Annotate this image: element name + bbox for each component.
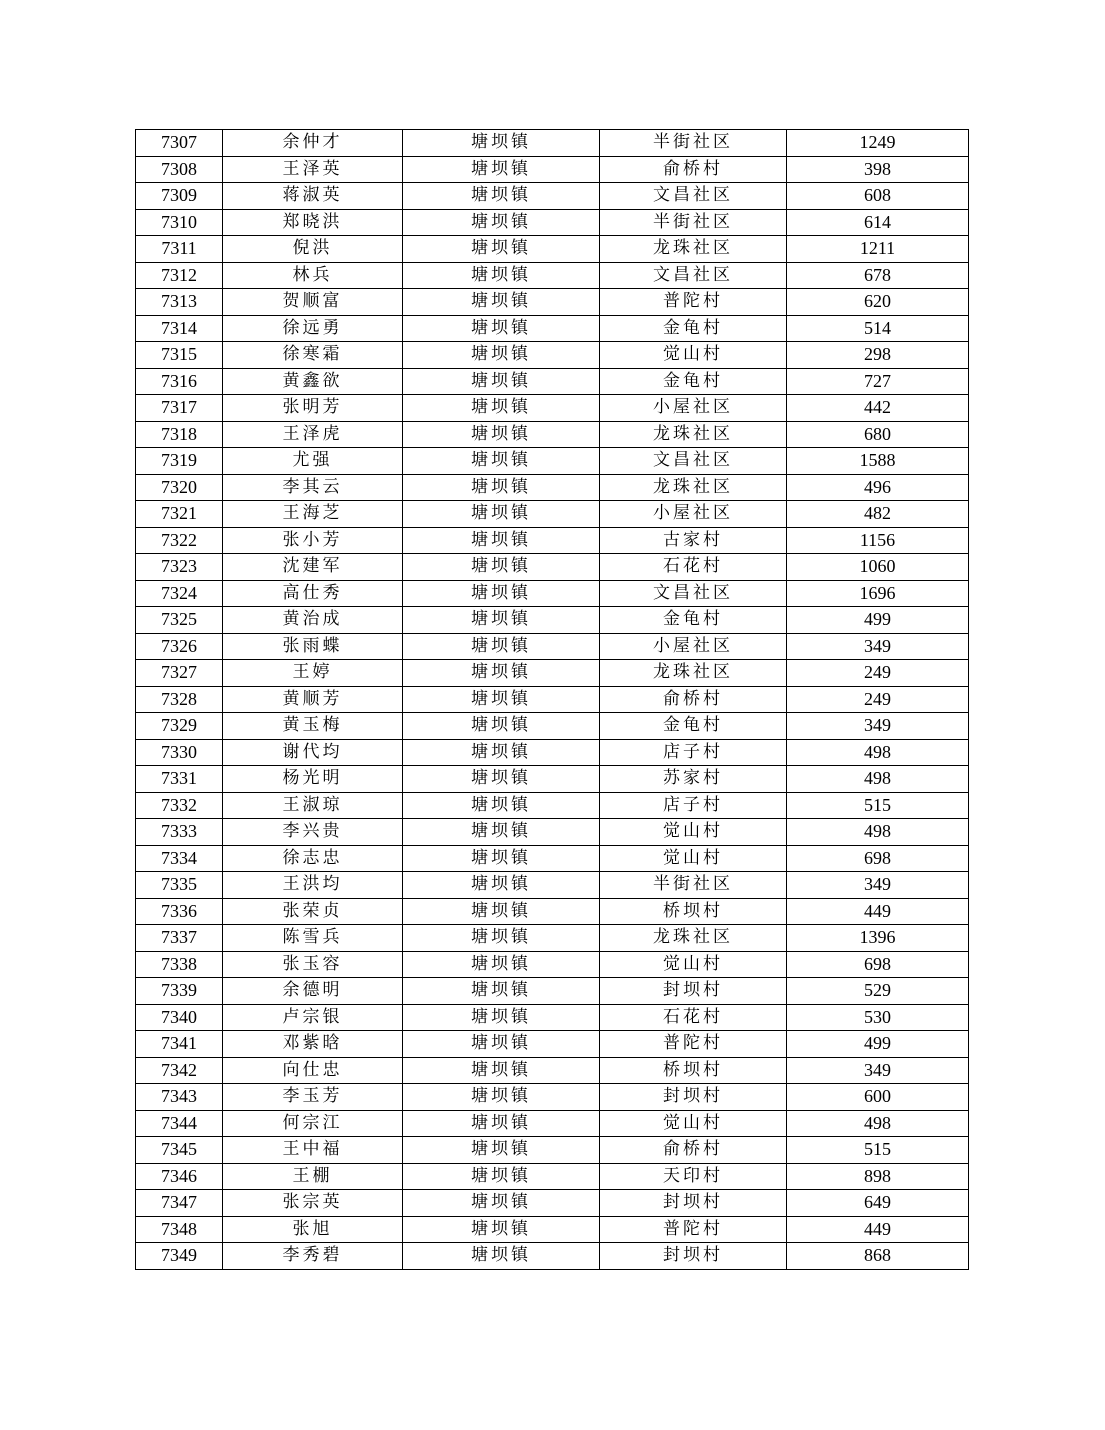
- town-cell: 塘坝镇: [403, 1243, 600, 1270]
- village-cell: 苏家村: [600, 766, 787, 793]
- table-row: [136, 1031, 969, 1058]
- amount-cell: 349: [787, 872, 969, 899]
- village-cell: 封坝村: [600, 1084, 787, 1111]
- serial-number-cell: 7318: [136, 421, 223, 448]
- town-cell: 塘坝镇: [403, 1216, 600, 1243]
- town-cell: 塘坝镇: [403, 448, 600, 475]
- name-cell: 邓紫晗: [223, 1031, 403, 1058]
- amount-cell: 482: [787, 501, 969, 528]
- town-cell: 塘坝镇: [403, 925, 600, 952]
- village-cell: 封坝村: [600, 978, 787, 1005]
- village-cell: 俞桥村: [600, 1137, 787, 1164]
- amount-cell: 620: [787, 289, 969, 316]
- name-cell: 高仕秀: [223, 580, 403, 607]
- name-cell: 向仕忠: [223, 1057, 403, 1084]
- village-cell: 半街社区: [600, 209, 787, 236]
- village-cell: 觉山村: [600, 819, 787, 846]
- town-cell: 塘坝镇: [403, 1057, 600, 1084]
- serial-number-cell: 7317: [136, 395, 223, 422]
- serial-number-cell: 7335: [136, 872, 223, 899]
- amount-cell: 515: [787, 1137, 969, 1164]
- village-cell: 封坝村: [600, 1243, 787, 1270]
- name-cell: 张明芳: [223, 395, 403, 422]
- table-row: [136, 766, 969, 793]
- town-cell: 塘坝镇: [403, 315, 600, 342]
- village-cell: 龙珠社区: [600, 925, 787, 952]
- table-row: [136, 262, 969, 289]
- table-row: [136, 872, 969, 899]
- table-row: [136, 792, 969, 819]
- serial-number-cell: 7324: [136, 580, 223, 607]
- amount-cell: 442: [787, 395, 969, 422]
- table-row: [136, 607, 969, 634]
- serial-number-cell: 7330: [136, 739, 223, 766]
- table-row: [136, 1084, 969, 1111]
- village-cell: 石花村: [600, 1004, 787, 1031]
- village-cell: 天印村: [600, 1163, 787, 1190]
- town-cell: 塘坝镇: [403, 395, 600, 422]
- amount-cell: 498: [787, 766, 969, 793]
- town-cell: 塘坝镇: [403, 792, 600, 819]
- town-cell: 塘坝镇: [403, 819, 600, 846]
- serial-number-cell: 7308: [136, 156, 223, 183]
- town-cell: 塘坝镇: [403, 501, 600, 528]
- town-cell: 塘坝镇: [403, 130, 600, 157]
- table-row: [136, 845, 969, 872]
- village-cell: 店子村: [600, 739, 787, 766]
- amount-cell: 498: [787, 1110, 969, 1137]
- table-row: [136, 130, 969, 157]
- serial-number-cell: 7344: [136, 1110, 223, 1137]
- serial-number-cell: 7341: [136, 1031, 223, 1058]
- town-cell: 塘坝镇: [403, 156, 600, 183]
- name-cell: 黄顺芳: [223, 686, 403, 713]
- amount-cell: 680: [787, 421, 969, 448]
- name-cell: 余德明: [223, 978, 403, 1005]
- table-row: [136, 1057, 969, 1084]
- town-cell: 塘坝镇: [403, 368, 600, 395]
- town-cell: 塘坝镇: [403, 262, 600, 289]
- amount-cell: 868: [787, 1243, 969, 1270]
- serial-number-cell: 7310: [136, 209, 223, 236]
- village-cell: 金龟村: [600, 607, 787, 634]
- serial-number-cell: 7311: [136, 236, 223, 263]
- village-cell: 桥坝村: [600, 898, 787, 925]
- table-row: [136, 156, 969, 183]
- serial-number-cell: 7342: [136, 1057, 223, 1084]
- town-cell: 塘坝镇: [403, 951, 600, 978]
- serial-number-cell: 7320: [136, 474, 223, 501]
- serial-number-cell: 7336: [136, 898, 223, 925]
- name-cell: 陈雪兵: [223, 925, 403, 952]
- serial-number-cell: 7312: [136, 262, 223, 289]
- serial-number-cell: 7334: [136, 845, 223, 872]
- table-row: [136, 660, 969, 687]
- village-cell: 封坝村: [600, 1190, 787, 1217]
- village-cell: 小屋社区: [600, 633, 787, 660]
- table-row: [136, 1216, 969, 1243]
- table-row: [136, 633, 969, 660]
- amount-cell: 614: [787, 209, 969, 236]
- roster-body: [136, 130, 969, 1270]
- name-cell: 尤强: [223, 448, 403, 475]
- amount-cell: 514: [787, 315, 969, 342]
- village-cell: 觉山村: [600, 951, 787, 978]
- amount-cell: 727: [787, 368, 969, 395]
- village-cell: 普陀村: [600, 1031, 787, 1058]
- table-row: [136, 1004, 969, 1031]
- serial-number-cell: 7322: [136, 527, 223, 554]
- name-cell: 张小芳: [223, 527, 403, 554]
- table-row: [136, 580, 969, 607]
- amount-cell: 1211: [787, 236, 969, 263]
- name-cell: 黄治成: [223, 607, 403, 634]
- serial-number-cell: 7323: [136, 554, 223, 581]
- name-cell: 倪洪: [223, 236, 403, 263]
- amount-cell: 1156: [787, 527, 969, 554]
- table-row: [136, 713, 969, 740]
- table-row: [136, 1243, 969, 1270]
- serial-number-cell: 7347: [136, 1190, 223, 1217]
- serial-number-cell: 7343: [136, 1084, 223, 1111]
- amount-cell: 1696: [787, 580, 969, 607]
- amount-cell: 678: [787, 262, 969, 289]
- table-row: [136, 315, 969, 342]
- name-cell: 黄玉梅: [223, 713, 403, 740]
- serial-number-cell: 7332: [136, 792, 223, 819]
- table-row: [136, 368, 969, 395]
- village-cell: 桥坝村: [600, 1057, 787, 1084]
- name-cell: 贺顺富: [223, 289, 403, 316]
- table-row: [136, 978, 969, 1005]
- name-cell: 林兵: [223, 262, 403, 289]
- amount-cell: 349: [787, 633, 969, 660]
- serial-number-cell: 7339: [136, 978, 223, 1005]
- serial-number-cell: 7319: [136, 448, 223, 475]
- name-cell: 王泽英: [223, 156, 403, 183]
- amount-cell: 498: [787, 819, 969, 846]
- name-cell: 张玉容: [223, 951, 403, 978]
- village-cell: 文昌社区: [600, 448, 787, 475]
- table-row: [136, 527, 969, 554]
- table-row: [136, 925, 969, 952]
- serial-number-cell: 7338: [136, 951, 223, 978]
- town-cell: 塘坝镇: [403, 1084, 600, 1111]
- name-cell: 何宗江: [223, 1110, 403, 1137]
- town-cell: 塘坝镇: [403, 1190, 600, 1217]
- village-cell: 半街社区: [600, 130, 787, 157]
- serial-number-cell: 7328: [136, 686, 223, 713]
- village-cell: 觉山村: [600, 845, 787, 872]
- village-cell: 龙珠社区: [600, 236, 787, 263]
- village-cell: 龙珠社区: [600, 421, 787, 448]
- amount-cell: 449: [787, 1216, 969, 1243]
- table-row: [136, 1190, 969, 1217]
- table-row: [136, 554, 969, 581]
- name-cell: 张雨蝶: [223, 633, 403, 660]
- table-row: [136, 1110, 969, 1137]
- amount-cell: 499: [787, 607, 969, 634]
- name-cell: 王洪均: [223, 872, 403, 899]
- name-cell: 李兴贵: [223, 819, 403, 846]
- amount-cell: 530: [787, 1004, 969, 1031]
- table-row: [136, 448, 969, 475]
- serial-number-cell: 7307: [136, 130, 223, 157]
- town-cell: 塘坝镇: [403, 978, 600, 1005]
- table-row: [136, 395, 969, 422]
- table-row: [136, 739, 969, 766]
- town-cell: 塘坝镇: [403, 527, 600, 554]
- town-cell: 塘坝镇: [403, 421, 600, 448]
- name-cell: 李其云: [223, 474, 403, 501]
- serial-number-cell: 7337: [136, 925, 223, 952]
- town-cell: 塘坝镇: [403, 1110, 600, 1137]
- amount-cell: 496: [787, 474, 969, 501]
- name-cell: 王海芝: [223, 501, 403, 528]
- village-cell: 文昌社区: [600, 262, 787, 289]
- table-row: [136, 183, 969, 210]
- table-row: [136, 898, 969, 925]
- name-cell: 余仲才: [223, 130, 403, 157]
- amount-cell: 608: [787, 183, 969, 210]
- village-cell: 普陀村: [600, 289, 787, 316]
- name-cell: 王淑琼: [223, 792, 403, 819]
- village-cell: 文昌社区: [600, 580, 787, 607]
- town-cell: 塘坝镇: [403, 898, 600, 925]
- name-cell: 徐远勇: [223, 315, 403, 342]
- town-cell: 塘坝镇: [403, 236, 600, 263]
- village-cell: 古家村: [600, 527, 787, 554]
- serial-number-cell: 7327: [136, 660, 223, 687]
- name-cell: 卢宗银: [223, 1004, 403, 1031]
- village-cell: 龙珠社区: [600, 474, 787, 501]
- roster-table: [135, 129, 969, 1270]
- name-cell: 王婷: [223, 660, 403, 687]
- name-cell: 王中福: [223, 1137, 403, 1164]
- village-cell: 石花村: [600, 554, 787, 581]
- table-row: [136, 209, 969, 236]
- serial-number-cell: 7333: [136, 819, 223, 846]
- amount-cell: 349: [787, 1057, 969, 1084]
- name-cell: 杨光明: [223, 766, 403, 793]
- table-row: [136, 236, 969, 263]
- serial-number-cell: 7316: [136, 368, 223, 395]
- amount-cell: 1396: [787, 925, 969, 952]
- name-cell: 谢代均: [223, 739, 403, 766]
- amount-cell: 499: [787, 1031, 969, 1058]
- amount-cell: 498: [787, 739, 969, 766]
- amount-cell: 698: [787, 845, 969, 872]
- amount-cell: 1588: [787, 448, 969, 475]
- amount-cell: 1249: [787, 130, 969, 157]
- serial-number-cell: 7314: [136, 315, 223, 342]
- table-row: [136, 289, 969, 316]
- amount-cell: 249: [787, 686, 969, 713]
- name-cell: 张宗英: [223, 1190, 403, 1217]
- name-cell: 黄鑫欲: [223, 368, 403, 395]
- village-cell: 觉山村: [600, 1110, 787, 1137]
- amount-cell: 449: [787, 898, 969, 925]
- town-cell: 塘坝镇: [403, 1004, 600, 1031]
- village-cell: 觉山村: [600, 342, 787, 369]
- village-cell: 小屋社区: [600, 501, 787, 528]
- town-cell: 塘坝镇: [403, 342, 600, 369]
- village-cell: 俞桥村: [600, 686, 787, 713]
- amount-cell: 649: [787, 1190, 969, 1217]
- village-cell: 金龟村: [600, 713, 787, 740]
- town-cell: 塘坝镇: [403, 660, 600, 687]
- town-cell: 塘坝镇: [403, 686, 600, 713]
- village-cell: 金龟村: [600, 368, 787, 395]
- table-row: [136, 1137, 969, 1164]
- town-cell: 塘坝镇: [403, 580, 600, 607]
- table-row: [136, 501, 969, 528]
- town-cell: 塘坝镇: [403, 209, 600, 236]
- serial-number-cell: 7329: [136, 713, 223, 740]
- name-cell: 郑晓洪: [223, 209, 403, 236]
- serial-number-cell: 7309: [136, 183, 223, 210]
- amount-cell: 515: [787, 792, 969, 819]
- serial-number-cell: 7313: [136, 289, 223, 316]
- table-row: [136, 474, 969, 501]
- name-cell: 沈建军: [223, 554, 403, 581]
- village-cell: 金龟村: [600, 315, 787, 342]
- amount-cell: 529: [787, 978, 969, 1005]
- village-cell: 文昌社区: [600, 183, 787, 210]
- serial-number-cell: 7345: [136, 1137, 223, 1164]
- name-cell: 张荣贞: [223, 898, 403, 925]
- town-cell: 塘坝镇: [403, 872, 600, 899]
- village-cell: 普陀村: [600, 1216, 787, 1243]
- table-row: [136, 951, 969, 978]
- village-cell: 小屋社区: [600, 395, 787, 422]
- town-cell: 塘坝镇: [403, 554, 600, 581]
- serial-number-cell: 7331: [136, 766, 223, 793]
- name-cell: 张旭: [223, 1216, 403, 1243]
- town-cell: 塘坝镇: [403, 766, 600, 793]
- town-cell: 塘坝镇: [403, 289, 600, 316]
- town-cell: 塘坝镇: [403, 739, 600, 766]
- table-row: [136, 686, 969, 713]
- table-row: [136, 342, 969, 369]
- town-cell: 塘坝镇: [403, 713, 600, 740]
- amount-cell: 1060: [787, 554, 969, 581]
- serial-number-cell: 7348: [136, 1216, 223, 1243]
- table-row: [136, 1163, 969, 1190]
- town-cell: 塘坝镇: [403, 1031, 600, 1058]
- town-cell: 塘坝镇: [403, 1163, 600, 1190]
- amount-cell: 398: [787, 156, 969, 183]
- table-row: [136, 819, 969, 846]
- village-cell: 店子村: [600, 792, 787, 819]
- amount-cell: 349: [787, 713, 969, 740]
- village-cell: 俞桥村: [600, 156, 787, 183]
- serial-number-cell: 7349: [136, 1243, 223, 1270]
- serial-number-cell: 7346: [136, 1163, 223, 1190]
- town-cell: 塘坝镇: [403, 845, 600, 872]
- serial-number-cell: 7321: [136, 501, 223, 528]
- amount-cell: 698: [787, 951, 969, 978]
- name-cell: 李秀碧: [223, 1243, 403, 1270]
- town-cell: 塘坝镇: [403, 183, 600, 210]
- town-cell: 塘坝镇: [403, 1137, 600, 1164]
- amount-cell: 898: [787, 1163, 969, 1190]
- name-cell: 王泽虎: [223, 421, 403, 448]
- table-row: [136, 421, 969, 448]
- town-cell: 塘坝镇: [403, 474, 600, 501]
- amount-cell: 600: [787, 1084, 969, 1111]
- name-cell: 王棚: [223, 1163, 403, 1190]
- serial-number-cell: 7326: [136, 633, 223, 660]
- serial-number-cell: 7340: [136, 1004, 223, 1031]
- village-cell: 半街社区: [600, 872, 787, 899]
- town-cell: 塘坝镇: [403, 633, 600, 660]
- village-cell: 龙珠社区: [600, 660, 787, 687]
- name-cell: 蒋淑英: [223, 183, 403, 210]
- serial-number-cell: 7325: [136, 607, 223, 634]
- name-cell: 李玉芳: [223, 1084, 403, 1111]
- town-cell: 塘坝镇: [403, 607, 600, 634]
- name-cell: 徐寒霜: [223, 342, 403, 369]
- serial-number-cell: 7315: [136, 342, 223, 369]
- amount-cell: 298: [787, 342, 969, 369]
- amount-cell: 249: [787, 660, 969, 687]
- name-cell: 徐志忠: [223, 845, 403, 872]
